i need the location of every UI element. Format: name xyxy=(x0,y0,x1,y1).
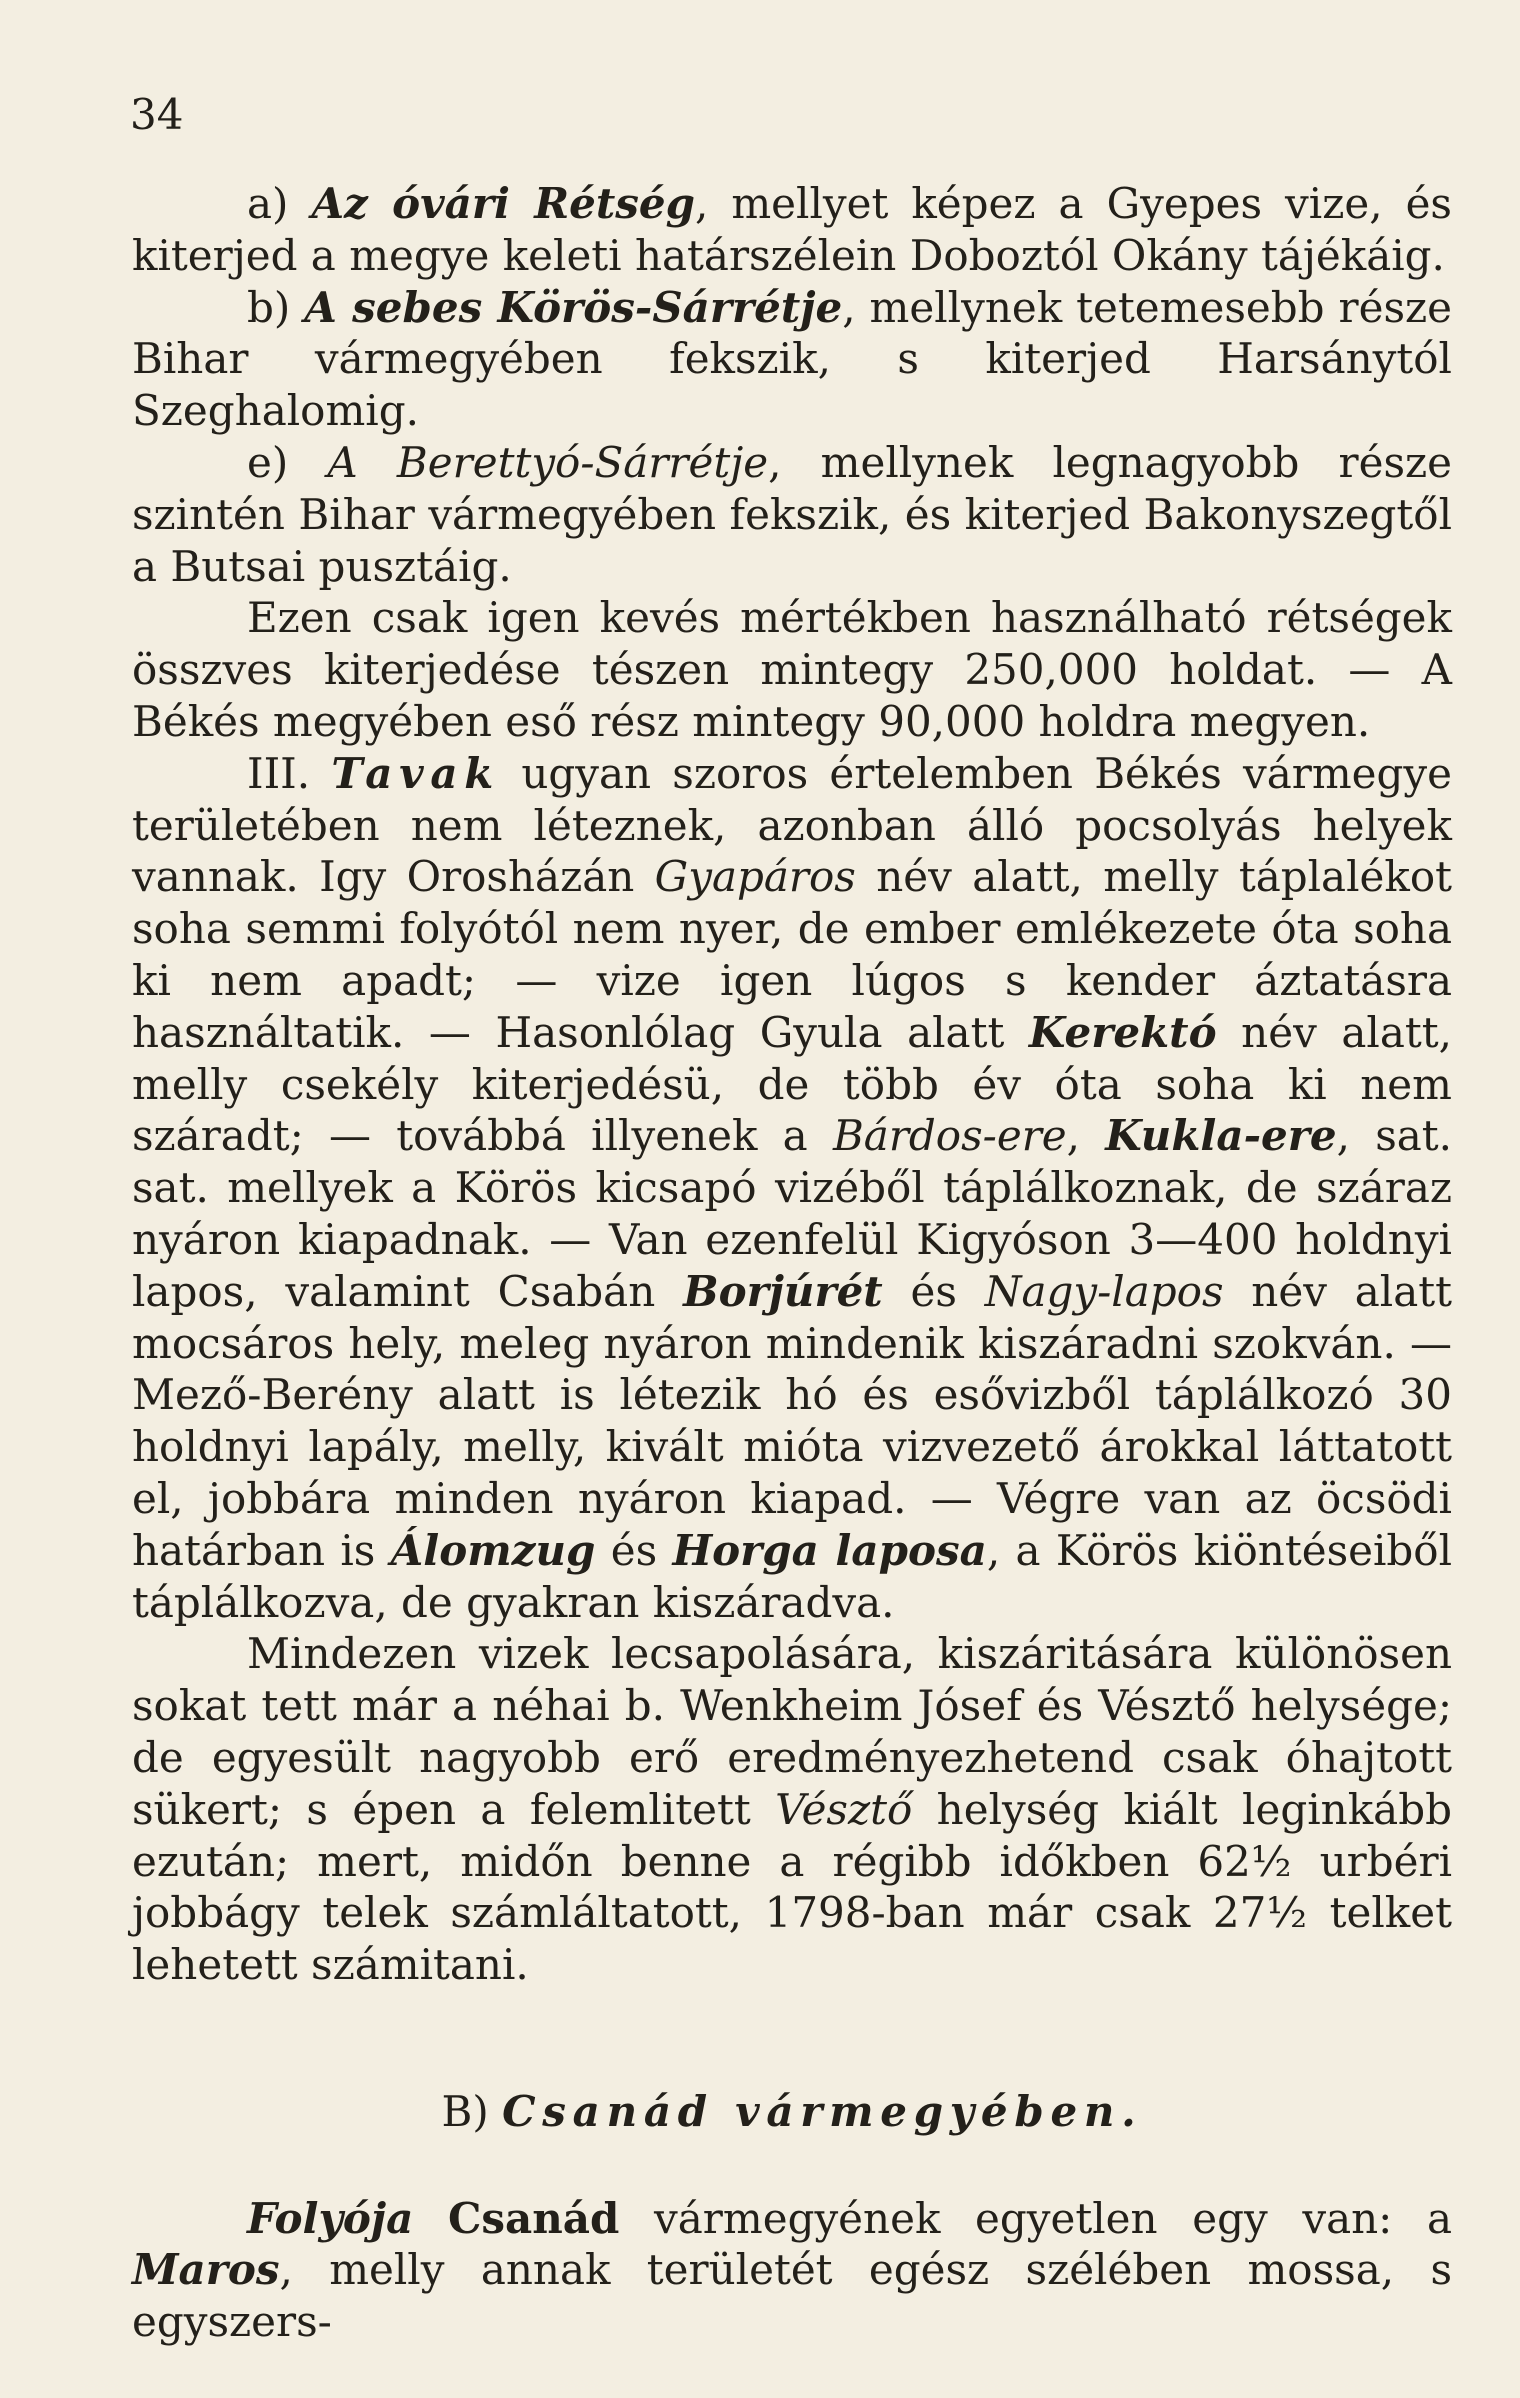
emphasized-text: Bárdos-ere xyxy=(832,1111,1067,1161)
body-text xyxy=(132,178,1452,2348)
text-run: , mellyet képez a Gyepes vize, és kiterjed a megye keleti határszélein Doboztól Okány tájékáig. xyxy=(132,179,1452,280)
text-run: ugyan szoros értelemben Békés vármegye területében nem léteznek, azonban álló pocsolyás helyek vannak. Igy Orosházán xyxy=(132,748,1452,902)
emphasized-text: A Berettyó-Sárrétje xyxy=(327,437,769,487)
emphasized-text: Gyapáros xyxy=(654,852,856,902)
paragraph xyxy=(132,748,1452,1629)
section-heading-title: Csanád vármegyében. xyxy=(502,2086,1143,2136)
text-run: és xyxy=(882,1266,985,1316)
emphasized-text: Álomzug xyxy=(390,1525,596,1575)
paragraph xyxy=(132,1628,1452,1991)
emphasized-text: Borjúrét xyxy=(683,1266,883,1316)
final-paragraph-container xyxy=(132,2193,1452,2348)
page-number: 34 xyxy=(130,90,184,139)
paragraph xyxy=(132,282,1452,437)
emphasized-text: Csanád xyxy=(447,2193,620,2243)
text-run: , mellynek tetemesebb része Bihar vármegyében fekszik, s kiterjed Harsánytól Szeghalomig. xyxy=(132,282,1452,436)
text-run: helység kiált leginkább ezután; mert, midőn benne a régibb időkben 62½ urbéri jobbágy telek számláltatott, 1798-ban már csak 27½ telket lehetett számitani. xyxy=(132,1784,1452,1990)
text-run: vármegyének egyetlen egy van: a xyxy=(619,2193,1452,2243)
text-run: , xyxy=(1066,1111,1106,1161)
emphasized-text: Nagy-lapos xyxy=(984,1266,1224,1316)
text-run xyxy=(413,2194,448,2243)
text-run: Mindezen vizek lecsapolására, kiszáritására különösen sokat tett már a néhai b. Wenkheim Jósef és Vésztő helysége; de egyesült nagyobb erő eredményezhetend csak óhajtott sükert; s épen a felemlitett xyxy=(132,1629,1452,1834)
text-run: a) xyxy=(247,179,312,228)
text-run: Ezen csak igen kevés mértékben használható rétségek összves kiterjedése tészen mintegy 250,000 holdat. — A Békés megyében eső rész mintegy 90,000 holdra megyen. xyxy=(132,593,1452,746)
emphasized-text: Az óvári Rétség xyxy=(311,179,695,228)
emphasized-text: Kerektó xyxy=(1028,1007,1217,1057)
text-run: , sat. sat. mellyek a Körös kicsapó vizéből táplálkoznak, de száraz nyáron kiapadnak. — Van ezenfelül Kigyóson 3—400 holdnyi lapos, valamint Csabán xyxy=(132,1111,1453,1316)
emphasized-text: Horga laposa xyxy=(672,1525,987,1575)
section-heading xyxy=(132,2086,1452,2138)
text-run: , mellynek legnagyobb része szintén Bihar vármegyében fekszik, és kiterjed Bakonyszegtől a Butsai pusztáig. xyxy=(132,437,1453,591)
emphasized-text: Kukla-ere xyxy=(1105,1111,1337,1161)
text-run: b) xyxy=(247,282,305,332)
text-run: e) xyxy=(247,437,328,487)
paragraph xyxy=(132,437,1452,592)
emphasized-text: A sebes Körös-Sárrétje xyxy=(304,282,843,332)
paragraphs xyxy=(132,178,1452,1991)
text-run: név alatt mocsáros hely, meleg nyáron mindenik kiszáradni szokván. — Mező-Berény alatt is létezik hó és esővizből táplálkozó 30 holdnyi lapály, melly, kivált mióta vizvezető árokkal láttatott el, jobbára minden nyáron kiapad. — Végre van az öcsödi határban is xyxy=(132,1266,1452,1575)
text-run: , a Körös kiöntéseiből táplálkozva, de gyakran kiszáradva. xyxy=(132,1525,1453,1627)
section-spacer xyxy=(132,1991,1452,2086)
text-run: III. xyxy=(247,748,332,798)
text-run: név alatt, melly csekély kiterjedésü, de több év óta soha ki nem száradt; — továbbá illyenek a xyxy=(132,1007,1453,1161)
paragraph xyxy=(132,2193,1452,2348)
emphasized-text: Tavak xyxy=(331,748,501,798)
emphasized-text: Folyója xyxy=(247,2193,414,2243)
paragraph xyxy=(132,592,1452,747)
text-run: és xyxy=(595,1525,673,1575)
text-run: , melly annak területét egész szélében mossa, s egyszers- xyxy=(132,2245,1452,2347)
section-heading-prefix: B) xyxy=(441,2086,503,2136)
paragraph xyxy=(132,178,1452,282)
emphasized-text: Vésztő xyxy=(775,1784,913,1834)
emphasized-text: Maros xyxy=(132,2245,280,2295)
section-spacer xyxy=(132,2138,1452,2193)
text-run: név alatt, melly táplalékot soha semmi folyótól nem nyer, de ember emlékezete óta soha ki nem apadt; — vize igen lúgos s kender áztatásra használtatik. — Hasonlólag Gyula alatt xyxy=(132,852,1453,1057)
